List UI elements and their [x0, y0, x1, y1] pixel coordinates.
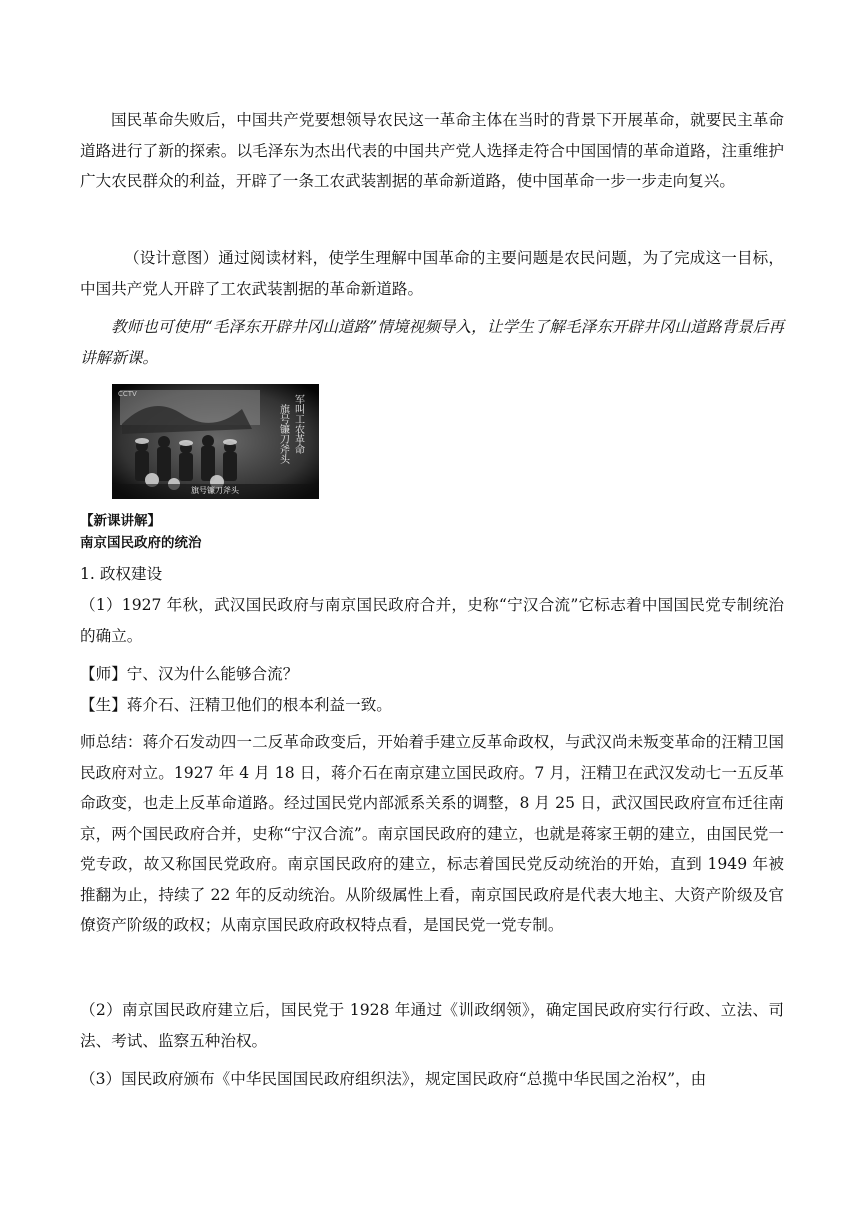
design-intent-paragraph: （设计意图）通过阅读材料，使学生理解中国革命的主要问题是农民问题，为了完成这一目标，中国共产党人开辟了工农武装割据的革命新道路。 — [80, 249, 784, 298]
student-answer: 【生】蒋介石、汪精卫他们的根本利益一致。 — [80, 696, 392, 714]
channel-logo: CCTV — [118, 390, 137, 398]
point-1: （1）1927 年秋，武汉国民政府与南京国民政府合并，史称“宁汉合流”它标志着中国国民党专制统治的确立。 — [80, 596, 784, 645]
item-heading: 1. 政权建设 — [80, 565, 163, 583]
point-2: （2）南京国民政府建立后，国民党于 1928 年通过《训政纲领》，确定国民政府实行行政、立法、司法、考试、监察五种治权。 — [80, 1001, 784, 1050]
section-title: 南京国民政府的统治 — [80, 535, 202, 551]
section-label: 【新课讲解】 — [80, 513, 161, 529]
video-caption: 旗号镰刀斧头 — [191, 486, 239, 495]
teacher-summary: 师总结：蒋介石发动四一二反革命政变后，开始着手建立反革命政权，与武汉尚未叛变革命的汪精卫国民政府对立。1927 年 4 月 18 日，蒋介石在南京建立国民政府。7 月，汪精卫在武汉发动七一五反革命政变，也走上反革命道路。经过国民党内部派系关系的调整，8 月 25 日，武汉国民政府宣布迁往南京，两个国民政府合并，史称“宁汉合流”。南京国民政府的建立，也就是蒋家王朝的建立，由国民党一党专政，故又称国民党政府。南京国民政府的建立，标志着国民党反动统治的开始，直到 1949 年被推翻为止，持续了 22 年的反动统治。从阶级属性上看，南京国民政府是代表大地主、大资产阶级及官僚资产阶级的政权；从南京国民政府政权特点看，是国民党一党专制。 — [80, 733, 784, 934]
vertical-subtitle-left: 旗号镰刀斧头 — [277, 404, 289, 464]
video-still-scene — [112, 384, 319, 499]
teacher-note-paragraph: 教师也可使用“毛泽东开辟井冈山道路”情境视频导入，让学生了解毛泽东开辟井冈山道路背景后再讲解新课。 — [80, 318, 784, 367]
video-still-image — [112, 384, 319, 499]
intro-paragraph: 国民革命失败后，中国共产党要想领导农民这一革命主体在当时的背景下开展革命，就要民主革命道路进行了新的探索。以毛泽东为杰出代表的中国共产党人选择走符合中国国情的革命道路，注重维护广大农民群众的利益，开辟了一条工农武装割据的革命新道路，使中国革命一步一步走向复兴。 — [80, 111, 784, 190]
teacher-question: 【师】宁、汉为什么能够合流？ — [80, 665, 299, 683]
vertical-subtitle-right: 军叫工农革命 — [292, 394, 304, 454]
point-3: （3）国民政府颁布《中华民国国民政府组织法》，规定国民政府“总揽中华民国之治权”，由 — [80, 1070, 707, 1088]
